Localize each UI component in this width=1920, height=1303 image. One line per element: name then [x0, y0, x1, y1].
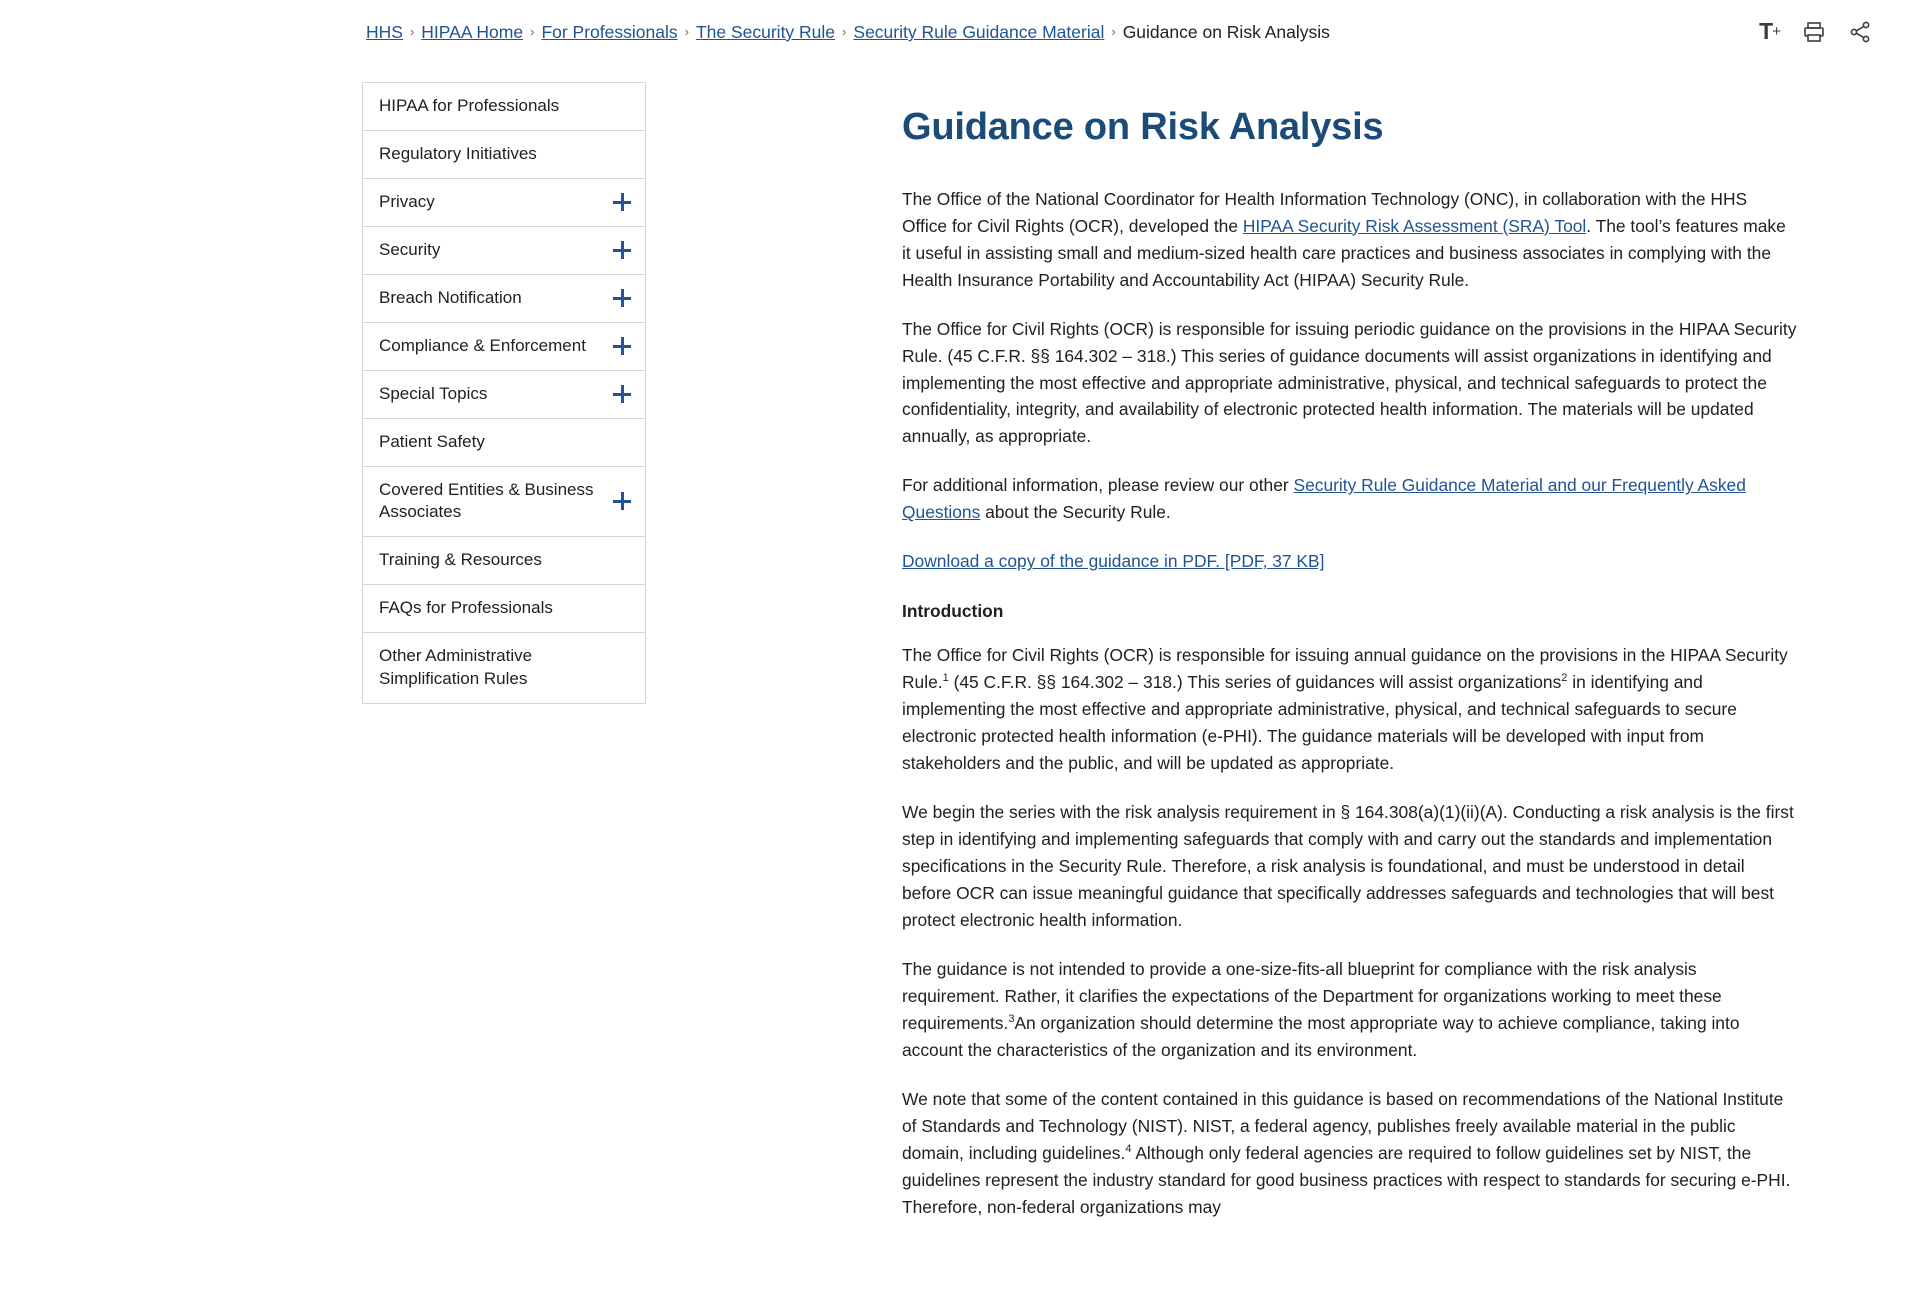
- paragraph-text: The Office for Civil Rights (OCR) is responsible for issuing annual guidance on the provisions in the HIPAA Security Rule.: [902, 645, 1788, 693]
- breadcrumb-separator-icon: ›: [684, 23, 689, 39]
- sra-tool-link[interactable]: HIPAA Security Risk Assessment (SRA) Tool: [1242, 215, 1587, 236]
- paragraph-text: For additional information, please review our other: [902, 475, 1294, 496]
- breadcrumb-item-hipaa-home[interactable]: HIPAA Home: [421, 22, 524, 42]
- paragraph-sra-tool: [902, 186, 1797, 294]
- sidebar-item-training-and-resources[interactable]: [363, 537, 645, 585]
- sidebar-item-compliance-and-enforcement[interactable]: [363, 323, 645, 371]
- share-icon[interactable]: [1848, 20, 1872, 44]
- expand-plus-icon[interactable]: [613, 337, 631, 355]
- text-size-icon[interactable]: T +: [1759, 18, 1780, 44]
- paragraph-intro-1: [902, 642, 1797, 777]
- paragraph-text: The guidance is not intended to provide a one-size-fits-all blueprint for compliance with the risk analysis requirement. Rather, it clarifies the expectations of the Department for organizations working to meet these requirements.: [902, 959, 1722, 1033]
- paragraph-text: An organization should determine the most appropriate way to achieve compliance, taking into account the characteristics of the organization and its environment.: [902, 1012, 1740, 1060]
- main-content: [902, 62, 1797, 1303]
- paragraph-text: The Office of the National Coordinator for Health Information Technology (ONC), in collaboration with the HHS Office for Civil Rights (OCR), developed the: [902, 188, 1748, 236]
- section-heading-introduction: Introduction: [902, 601, 1004, 622]
- breadcrumb-separator-icon: ›: [530, 23, 535, 39]
- sidebar-item-label: Training & Resources: [379, 550, 542, 570]
- paragraph-ocr-periodic-guidance: The Office for Civil Rights (OCR) is responsible for issuing periodic guidance on the provisions in the HIPAA Security Rule. (45 C.F.R. §§ 164.302 – 318.) This series of guidance documents will assist organizations in identifying and implementing the most effective and appropriate administrative, physical, and technical safeguards to protect the confidentiality, integrity, and availability of electronic protected health information. The materials will be updated annually, as appropriate.: [902, 318, 1797, 447]
- paragraph-intro-4: [902, 1086, 1797, 1221]
- sidebar-item-label: Patient Safety: [379, 431, 485, 451]
- sidebar-item-regulatory-initiatives[interactable]: [363, 131, 645, 179]
- top-bar: [0, 0, 1920, 62]
- paragraph-text: Although only federal agencies are required to follow guidelines set by NIST, the guidelines represent the industry standard for good business practices with respect to standards for securing e-PHI. Therefore, non-federal organizations may: [902, 1142, 1791, 1217]
- breadcrumb-item-the-security-rule[interactable]: The Security Rule: [695, 22, 836, 42]
- paragraph-text: in identifying and implementing the most effective and appropriate administrative, physical, and technical safeguards to secure electronic protected health information (e-PHI). The guidance materials will be developed with input from stakeholders and the public, and will be updated as appropriate.: [902, 672, 1737, 774]
- paragraph-intro-3: [902, 956, 1797, 1064]
- print-icon[interactable]: [1802, 20, 1826, 44]
- page-tools: [1759, 18, 1872, 45]
- expand-plus-icon[interactable]: [613, 193, 631, 211]
- sidebar-item-security[interactable]: [363, 227, 645, 275]
- breadcrumb-item-security-rule-guidance-material[interactable]: Security Rule Guidance Material: [853, 22, 1105, 42]
- pdf-download-link[interactable]: Download a copy of the guidance in PDF. [PDF, 37 KB]: [902, 551, 1325, 572]
- expand-plus-icon[interactable]: [613, 241, 631, 259]
- footnote-ref-4[interactable]: 4: [1125, 1143, 1132, 1156]
- breadcrumb-item-current: Guidance on Risk Analysis: [1122, 22, 1330, 42]
- sidebar-item-label: Security: [379, 239, 441, 259]
- paragraph-intro-2: We begin the series with the risk analysis requirement in § 164.308(a)(1)(ii)(A). Conducting a risk analysis is the first step in identifying and implementing safeguards that comply with and carry out the standards and implementation specifications in the Security Rule. Therefore, a risk analysis is foundational, and must be understood in detail before OCR can issue meaningful guidance that specifically addresses safeguards and technologies that will best protect electronic health information.: [902, 802, 1794, 931]
- breadcrumb-separator-icon: ›: [1111, 23, 1116, 39]
- sidebar-nav: [362, 82, 646, 704]
- sidebar-item-label: Breach Notification: [379, 287, 522, 307]
- breadcrumb: [366, 22, 1330, 43]
- paragraph-text: We note that some of the content contained in this guidance is based on recommendations of the National Institute of Standards and Technology (NIST). NIST, a federal agency, publishes freely available material in the public domain, including guidelines.: [902, 1088, 1784, 1163]
- paragraph-text: . The tool’s features make it useful in assisting small and medium-sized health care practices and business associates in complying with the Health Insurance Portability and Accountability Act (HIPAA) Security Rule.: [902, 215, 1786, 290]
- content-wrapper: [0, 62, 1920, 1303]
- sidebar-item-label: Compliance & Enforcement: [379, 335, 586, 355]
- sidebar-item-privacy[interactable]: [363, 179, 645, 227]
- sidebar-item-covered-entities-and-business-associates[interactable]: [363, 467, 645, 538]
- paragraph-text: about the Security Rule.: [980, 502, 1171, 523]
- sidebar-item-label: Special Topics: [379, 383, 488, 403]
- sidebar-item-label: Other Administrative Simplification Rules: [379, 646, 533, 689]
- breadcrumb-item-hhs[interactable]: HHS: [366, 22, 403, 42]
- footnote-ref-3[interactable]: 3: [1008, 1013, 1015, 1026]
- sidebar-item-breach-notification[interactable]: [363, 275, 645, 323]
- sidebar-item-other-administrative-simplification-rules[interactable]: [363, 633, 645, 703]
- expand-plus-icon[interactable]: [613, 385, 631, 403]
- breadcrumb-item-for-professionals[interactable]: For Professionals: [541, 22, 678, 42]
- pdf-download-line: [902, 548, 1797, 575]
- expand-plus-icon[interactable]: [613, 492, 631, 510]
- sidebar-item-label: HIPAA for Professionals: [379, 96, 560, 115]
- sidebar-item-special-topics[interactable]: [363, 371, 645, 419]
- security-rule-guidance-link[interactable]: Security Rule Guidance Material and our Frequently Asked Questions: [902, 475, 1746, 523]
- sidebar-item-label: FAQs for Professionals: [379, 598, 553, 618]
- breadcrumb-separator-icon: ›: [409, 23, 415, 39]
- footnote-ref-2[interactable]: 2: [1561, 672, 1568, 685]
- expand-plus-icon[interactable]: [613, 289, 631, 307]
- sidebar-item-label: Privacy: [379, 191, 435, 211]
- footnote-ref-1[interactable]: 1: [942, 672, 949, 685]
- sidebar-item-hipaa-for-professionals[interactable]: [363, 83, 645, 131]
- sidebar-item-label: Regulatory Initiatives: [379, 143, 537, 163]
- sidebar-item-patient-safety[interactable]: [363, 419, 645, 467]
- paragraph-text: (45 C.F.R. §§ 164.302 – 318.) This series of guidances will assist organizations: [948, 672, 1562, 693]
- sidebar-item-label: Covered Entities & Business Associates: [379, 479, 594, 522]
- sidebar-item-faqs-for-professionals[interactable]: [363, 585, 645, 633]
- page-title: Guidance on Risk Analysis: [902, 106, 1384, 148]
- breadcrumb-separator-icon: ›: [842, 23, 847, 39]
- text-size-letter: T: [1759, 18, 1773, 44]
- paragraph-additional-information: [902, 472, 1797, 526]
